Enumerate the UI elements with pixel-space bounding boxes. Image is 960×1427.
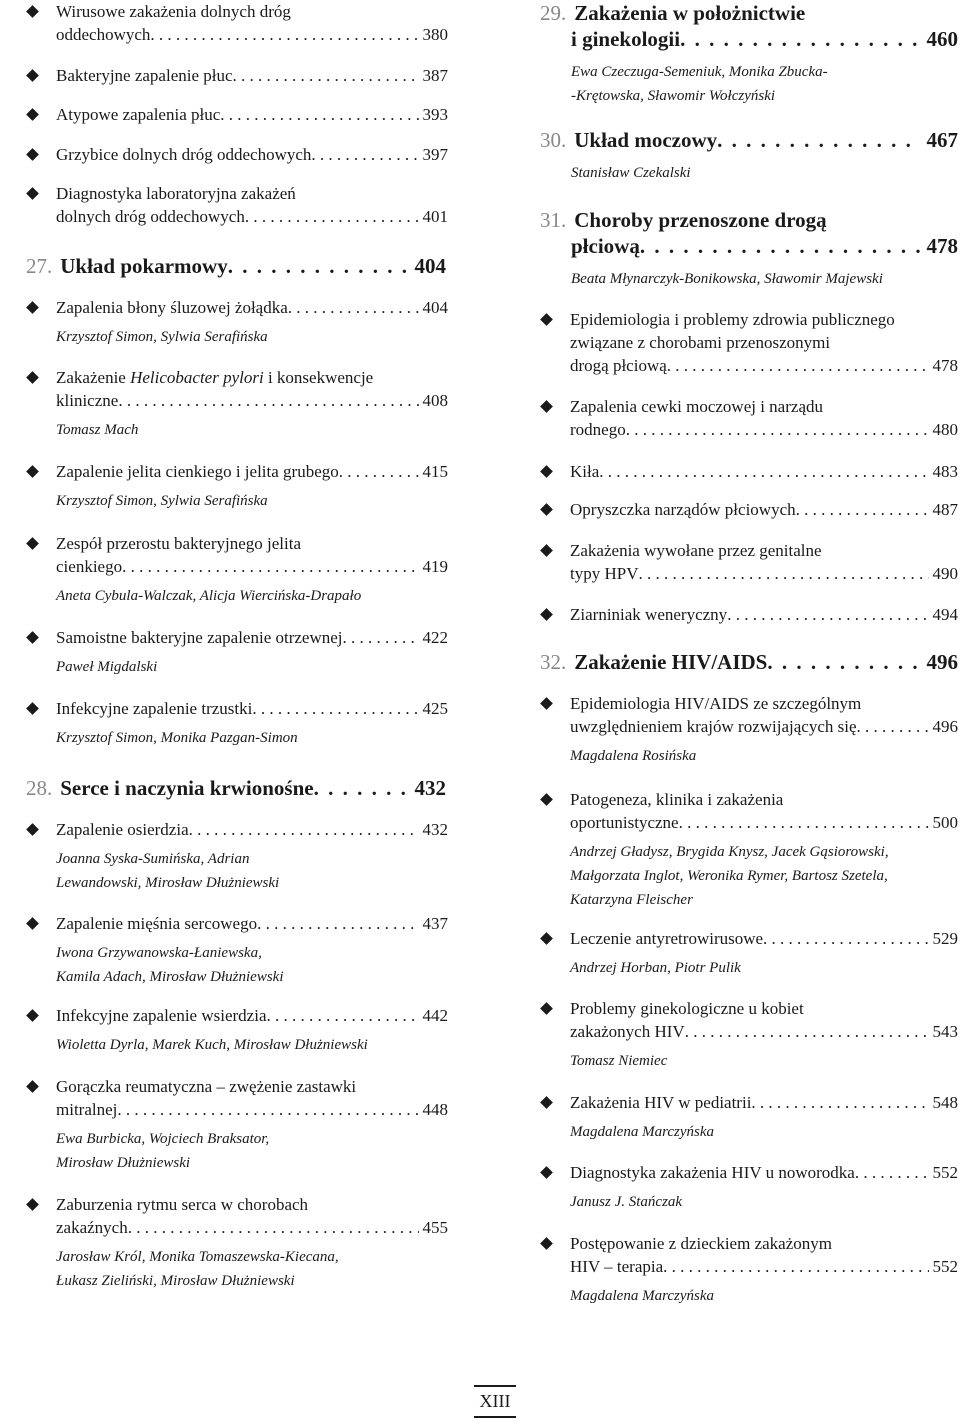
toc-entry[interactable]: Zakażenie Helicobacter pylori i konsekwencje kliniczne . . . 408 Tomasz Mach <box>26 366 448 442</box>
toc-entry[interactable]: Bakteryjne zapalenie płuc . . . 387 <box>26 64 448 87</box>
toc-entry[interactable]: Problemy ginekologiczne u kobiet zakażonych HIV . . . 543 Tomasz Niemiec <box>540 997 958 1073</box>
chapter-heading[interactable]: 30. Układ moczowy . . . 467 Stanisław Czekalski <box>540 127 958 185</box>
page-number: 548 <box>932 1093 958 1112</box>
page-number-footer: XIII <box>466 1385 526 1419</box>
page-number: 425 <box>422 699 448 718</box>
page-number: 408 <box>422 391 448 410</box>
rule-top <box>474 1385 516 1387</box>
chapter-heading[interactable]: 31. Choroby przenoszone drogą płciową . . . 478 Beata Młynarczyk-Bonikowska, Sławomir Majewski <box>540 207 958 291</box>
diamond-bullet-icon <box>26 301 39 314</box>
page-number: 483 <box>932 462 958 481</box>
toc-entry[interactable]: Diagnostyka zakażenia HIV u noworodka . . . 552 Janusz J. Stańczak <box>540 1161 958 1214</box>
authors: Ewa Czeczuga-Semeniuk, Monika Zbucka- -Krętowska, Sławomir Wołczyński <box>571 64 828 104</box>
page-number: 455 <box>422 1218 448 1237</box>
page-number: 397 <box>422 145 448 164</box>
toc-entry[interactable]: Infekcyjne zapalenie trzustki . . . 425 Krzysztof Simon, Monika Pazgan-Simon <box>26 697 448 750</box>
page-number: 529 <box>932 929 958 948</box>
page-number: 500 <box>932 813 958 832</box>
diamond-bullet-icon <box>26 69 39 82</box>
authors: Magdalena Rosińska <box>570 748 697 764</box>
page-number: 432 <box>414 776 446 800</box>
diamond-bullet-icon <box>540 697 553 710</box>
page-number: 401 <box>422 207 448 226</box>
page-number: 448 <box>422 1100 448 1119</box>
toc-entry[interactable]: Zapalenia błony śluzowej żołądka . . . 404 Krzysztof Simon, Sylwia Serafińska <box>26 296 448 349</box>
authors: Tomasz Niemiec <box>570 1053 668 1069</box>
authors: Janusz J. Stańczak <box>570 1194 683 1210</box>
diamond-bullet-icon <box>26 823 39 836</box>
diamond-bullet-icon <box>540 1237 553 1250</box>
page-number: 467 <box>926 128 958 152</box>
page-number: 480 <box>932 420 958 439</box>
page-number: 393 <box>422 105 448 124</box>
page-number: 494 <box>932 605 958 624</box>
rule-bottom <box>474 1416 516 1418</box>
diamond-bullet-icon <box>540 503 553 516</box>
diamond-bullet-icon <box>540 1096 553 1109</box>
toc-entry[interactable]: Grzybice dolnych dróg oddechowych . . . 397 <box>26 143 448 166</box>
page-number: 422 <box>422 628 448 647</box>
authors: Magdalena Marczyńska <box>570 1288 714 1304</box>
diamond-bullet-icon <box>26 108 39 121</box>
diamond-bullet-icon <box>540 608 553 621</box>
diamond-bullet-icon <box>26 1009 39 1022</box>
toc-entry[interactable]: Zespół przerostu bakteryjnego jelita cienkiego . . . 419 Aneta Cybula-Walczak, Alicja Wiercińska-Drapało <box>26 532 448 608</box>
diamond-bullet-icon <box>540 313 553 326</box>
page-number: 387 <box>422 66 448 85</box>
toc-entry[interactable]: Infekcyjne zapalenie wsierdzia . . . 442 Wioletta Dyrla, Marek Kuch, Mirosław Dłużniewski <box>26 1004 448 1057</box>
authors: Jarosław Król, Monika Tomaszewska-Kiecana, Łukasz Zieliński, Mirosław Dłużniewski <box>56 1249 339 1289</box>
diamond-bullet-icon <box>540 544 553 557</box>
page-number: 442 <box>422 1006 448 1025</box>
page-number: 437 <box>422 914 448 933</box>
toc-entry[interactable]: Zapalenie jelita cienkiego i jelita grubego . . . 415 Krzysztof Simon, Sylwia Serafińska <box>26 460 448 513</box>
diamond-bullet-icon <box>540 465 553 478</box>
page-number: 552 <box>932 1257 958 1276</box>
chapter-heading[interactable]: 28. Serce i naczynia krwionośne . . . 432 <box>26 775 446 801</box>
page-number: 380 <box>422 25 448 44</box>
toc-entry[interactable]: Postępowanie z dzieckiem zakażonym HIV – terapia . . . 552 Magdalena Marczyńska <box>540 1232 958 1308</box>
page-number: 460 <box>926 27 958 51</box>
toc-entry[interactable]: Epidemiologia i problemy zdrowia publicznego związane z chorobami przenoszonymi drogą płciową . . . 478 <box>540 308 958 377</box>
page-number: 496 <box>932 717 958 736</box>
authors: Magdalena Marczyńska <box>570 1124 714 1140</box>
toc-entry[interactable]: Zakażenia wywołane przez genitalne typy HPV . . . 490 <box>540 539 958 585</box>
diamond-bullet-icon <box>26 1198 39 1211</box>
page-number: 543 <box>932 1022 958 1041</box>
diamond-bullet-icon <box>540 1002 553 1015</box>
toc-entry[interactable]: Leczenie antyretrowirusowe . . . 529 Andrzej Horban, Piotr Pulik <box>540 927 958 980</box>
chapter-heading[interactable]: 27. Układ pokarmowy . . . 404 <box>26 253 446 279</box>
chapter-heading[interactable]: 29. Zakażenia w położnictwie i ginekologii . . . 460 Ewa Czeczuga-Semeniuk, Monika Zbucka- -Krętowska, Sławomir Wołczyński <box>540 0 958 108</box>
diamond-bullet-icon <box>26 702 39 715</box>
authors: Tomasz Mach <box>56 422 139 438</box>
toc-entry[interactable]: Kiła . . . 483 <box>540 460 958 483</box>
chapter-heading[interactable]: 32. Zakażenie HIV/AIDS . . . 496 <box>540 649 958 675</box>
authors: Paweł Migdalski <box>56 659 158 675</box>
diamond-bullet-icon <box>26 1080 39 1093</box>
toc-entry[interactable]: Zapalenie mięśnia sercowego . . . 437 Iwona Grzywanowska-Łaniewska, Kamila Adach, Mirosław Dłużniewski <box>26 912 448 989</box>
toc-entry[interactable]: Ziarniniak weneryczny . . . 494 <box>540 603 958 626</box>
diamond-bullet-icon <box>26 537 39 550</box>
authors: Andrzej Gładysz, Brygida Knysz, Jacek Gąsiorowski, Małgorzata Inglot, Weronika Rymer, Bartosz Szetela, Katarzyna Fleischer <box>570 844 889 908</box>
toc-entry[interactable]: Gorączka reumatyczna – zwężenie zastawki mitralnej . . . 448 Ewa Burbicka, Wojciech Braksator, Mirosław Dłużniewski <box>26 1075 448 1175</box>
authors: Krzysztof Simon, Sylwia Serafińska <box>56 493 268 509</box>
toc-entry[interactable]: Opryszczka narządów płciowych . . . 487 <box>540 498 958 521</box>
toc-entry[interactable]: Atypowe zapalenia płuc . . . 393 <box>26 103 448 126</box>
toc-entry[interactable]: Patogeneza, klinika i zakażenia oportunistyczne . . . 500 Andrzej Gładysz, Brygida Knysz, Jacek Gąsiorowski, Małgorzata Inglot, Weronika Rymer, Bartosz Szetela, Katarzyna Fleischer <box>540 788 958 912</box>
diamond-bullet-icon <box>26 148 39 161</box>
page-number: 432 <box>422 820 448 839</box>
diamond-bullet-icon <box>540 400 553 413</box>
authors: Beata Młynarczyk-Bonikowska, Sławomir Majewski <box>571 271 883 287</box>
authors: Andrzej Horban, Piotr Pulik <box>570 960 741 976</box>
authors: Iwona Grzywanowska-Łaniewska, Kamila Adach, Mirosław Dłużniewski <box>56 945 284 985</box>
diamond-bullet-icon <box>26 917 39 930</box>
authors: Stanisław Czekalski <box>571 165 691 181</box>
toc-entry[interactable]: Zakażenia HIV w pediatrii . . . 548 Magdalena Marczyńska <box>540 1091 958 1144</box>
toc-entry[interactable]: Wirusowe zakażenia dolnych dróg oddechowych . . . 380 <box>26 0 448 46</box>
diamond-bullet-icon <box>540 793 553 806</box>
diamond-bullet-icon <box>26 465 39 478</box>
authors: Krzysztof Simon, Sylwia Serafińska <box>56 329 268 345</box>
page-number: 478 <box>926 234 958 258</box>
diamond-bullet-icon <box>26 5 39 18</box>
authors: Joanna Syska-Sumińska, Adrian Lewandowski, Mirosław Dłużniewski <box>56 851 280 891</box>
page-number: 496 <box>926 650 958 674</box>
authors: Aneta Cybula-Walczak, Alicja Wiercińska-Drapało <box>56 588 362 604</box>
page-number: 404 <box>422 298 448 317</box>
page-number: 415 <box>422 462 448 481</box>
diamond-bullet-icon <box>540 1166 553 1179</box>
toc-entry[interactable]: Zapalenie osierdzia . . . 432 Joanna Syska-Sumińska, Adrian Lewandowski, Mirosław Dłużniewski <box>26 818 448 895</box>
authors: Ewa Burbicka, Wojciech Braksator, Mirosław Dłużniewski <box>56 1131 270 1171</box>
toc-entry[interactable]: Diagnostyka laboratoryjna zakażeń dolnych dróg oddechowych . . . 401 <box>26 182 448 228</box>
page-number: 490 <box>932 564 958 583</box>
toc-entry[interactable]: Epidemiologia HIV/AIDS ze szczególnym uwzględnieniem krajów rozwijających się . . . 496 Magdalena Rosińska <box>540 692 958 768</box>
toc-entry[interactable]: Zapalenia cewki moczowej i narządu rodnego . . . 480 <box>540 395 958 441</box>
diamond-bullet-icon <box>26 371 39 384</box>
page-number: 478 <box>932 356 958 375</box>
toc-entry[interactable]: Zaburzenia rytmu serca w chorobach zakaźnych . . . 455 Jarosław Król, Monika Tomaszewska-Kiecana, Łukasz Zieliński, Mirosław Dłużniewski <box>26 1193 448 1293</box>
toc-entry[interactable]: Samoistne bakteryjne zapalenie otrzewnej . . . 422 Paweł Migdalski <box>26 626 448 679</box>
diamond-bullet-icon <box>26 631 39 644</box>
authors: Krzysztof Simon, Monika Pazgan-Simon <box>56 730 298 746</box>
page-number: 419 <box>422 557 448 576</box>
page-number: 552 <box>932 1163 958 1182</box>
page-number: 404 <box>414 254 446 278</box>
diamond-bullet-icon <box>26 187 39 200</box>
authors: Wioletta Dyrla, Marek Kuch, Mirosław Dłużniewski <box>56 1037 368 1053</box>
page-number: 487 <box>932 500 958 519</box>
diamond-bullet-icon <box>540 932 553 945</box>
